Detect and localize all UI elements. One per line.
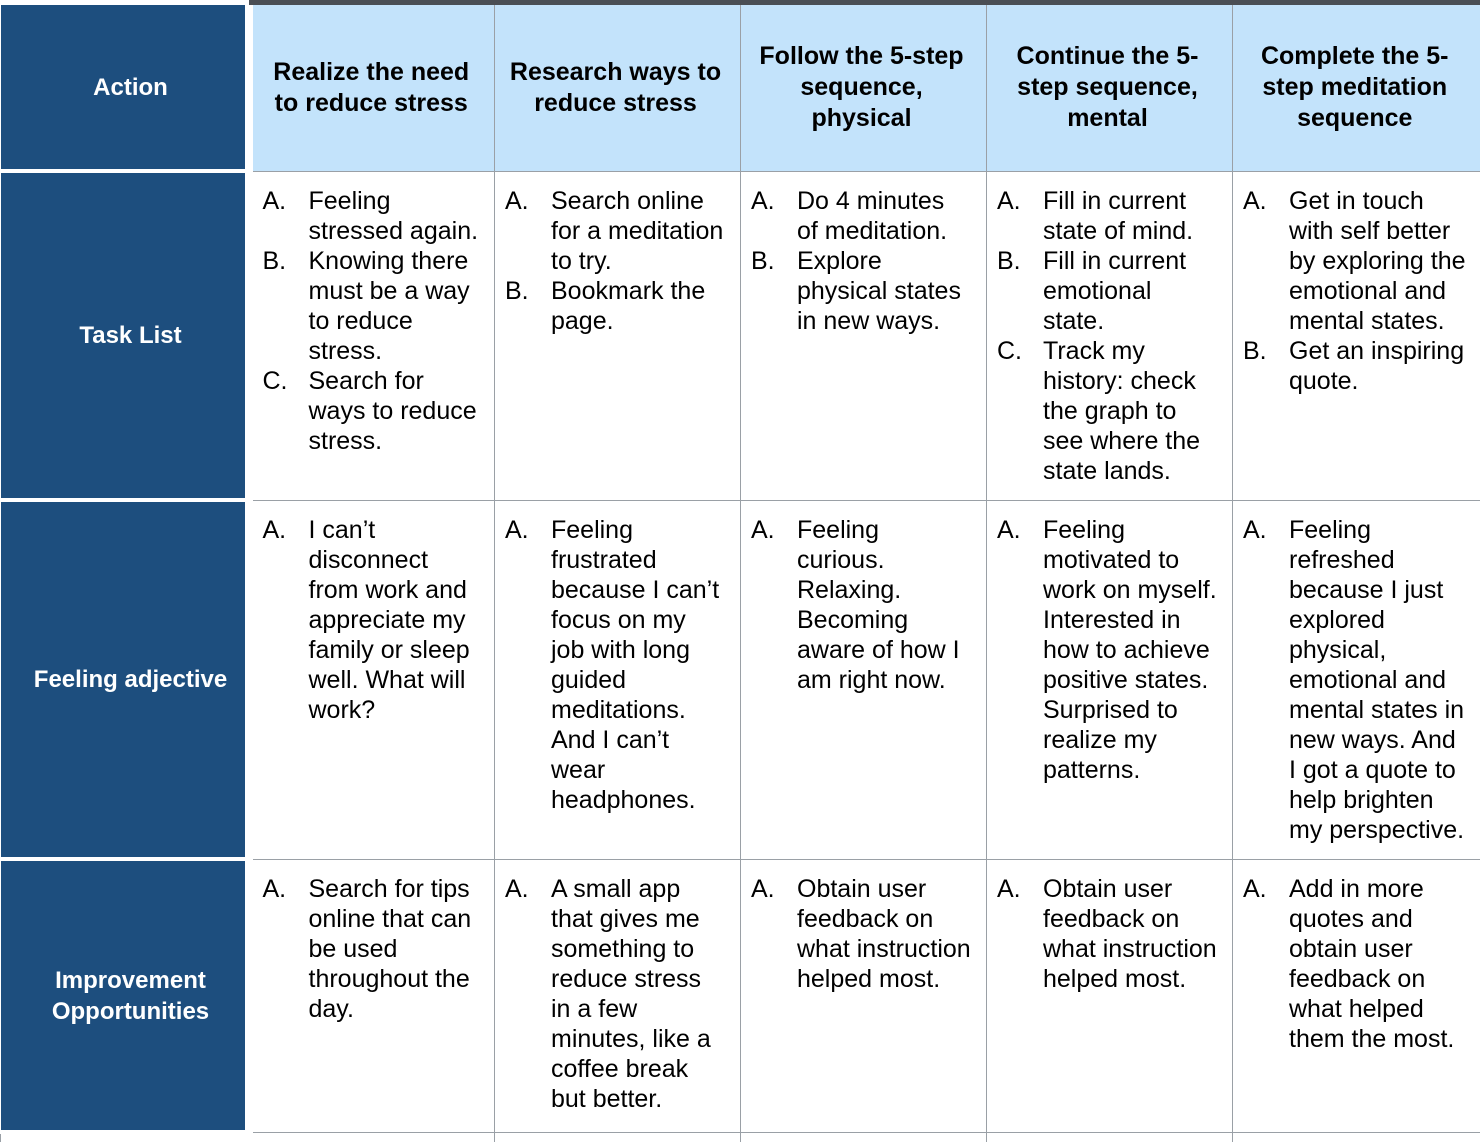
list-task-list-5 [1243, 186, 1467, 396]
cell-feeling-3 [741, 500, 987, 859]
cell-feeling-5 [1233, 500, 1480, 859]
column-header-1 [249, 5, 495, 171]
list-text: Explore physical states in new ways. [797, 247, 961, 335]
list-task-list-3 [751, 186, 972, 336]
list-marker: A. [1243, 186, 1283, 216]
list-marker: A. [997, 186, 1037, 216]
cell-task-list-3 [741, 171, 987, 500]
list-item [997, 186, 1218, 246]
row-label-action-text: Action [17, 72, 245, 103]
list-item [1243, 874, 1467, 1054]
list-marker: A. [263, 515, 303, 545]
table-row-partial-cutoff [1, 1132, 1480, 1142]
list-item [263, 186, 481, 246]
table-row [1, 171, 1480, 500]
list-feeling-1 [263, 515, 481, 725]
list-text: Obtain user feedback on what instruction helped most. [1043, 875, 1217, 993]
list-improvement-3 [751, 874, 972, 994]
row-label-action [1, 5, 249, 171]
list-item [751, 246, 972, 336]
list-feeling-2 [505, 515, 726, 815]
list-text: Search for tips online that can be used throughout the day. [309, 875, 472, 1023]
list-text: Fill in current emotional state. [1043, 247, 1186, 335]
list-improvement-5 [1243, 874, 1467, 1054]
cell-improvement-4 [987, 859, 1233, 1132]
list-text: Search online for a meditation to try. [551, 187, 723, 275]
list-item [263, 874, 481, 1024]
list-text: Add in more quotes and obtain user feedback on what helped them the most. [1289, 875, 1454, 1053]
list-improvement-1 [263, 874, 481, 1024]
list-item [1243, 186, 1467, 336]
list-text: Obtain user feedback on what instruction helped most. [797, 875, 971, 993]
cell-improvement-3 [741, 859, 987, 1132]
list-marker: C. [263, 366, 303, 396]
cell-partial-3 [741, 1132, 987, 1142]
list-item [263, 515, 481, 725]
list-marker: C. [997, 336, 1037, 366]
list-feeling-5 [1243, 515, 1467, 845]
list-marker: A. [505, 515, 545, 545]
list-text: Feeling stressed again. [309, 187, 479, 245]
cell-partial-1 [249, 1132, 495, 1142]
list-text: Feeling refreshed because I just explored physical, emotional and mental states in new ways. And I got a quote to help brighten my perspective. [1289, 516, 1464, 844]
cell-improvement-1 [249, 859, 495, 1132]
list-text: Knowing there must be a way to reduce stress. [309, 247, 470, 365]
list-feeling-4 [997, 515, 1218, 785]
list-item [997, 515, 1218, 785]
column-header-3-text: Follow the 5-step sequence, physical [759, 42, 963, 132]
list-marker: A. [751, 515, 791, 545]
list-task-list-1 [263, 186, 481, 456]
list-task-list-4 [997, 186, 1218, 486]
column-header-3 [741, 5, 987, 171]
list-marker: A. [997, 515, 1037, 545]
list-task-list-2 [505, 186, 726, 336]
list-item [505, 874, 726, 1114]
column-header-5 [1233, 5, 1480, 171]
list-item [505, 186, 726, 276]
list-marker: A. [751, 874, 791, 904]
column-header-5-text: Complete the 5-step meditation sequence [1261, 42, 1449, 132]
list-text: Fill in current state of mind. [1043, 187, 1193, 245]
list-marker: B. [997, 246, 1037, 276]
list-item [1243, 336, 1467, 396]
table-row [1, 500, 1480, 859]
list-text: Bookmark the page. [551, 277, 705, 335]
cell-task-list-5 [1233, 171, 1480, 500]
list-marker: A. [263, 874, 303, 904]
list-marker: B. [505, 276, 545, 306]
column-header-1-text: Realize the need to reduce stress [273, 58, 469, 117]
row-label-improvement-opportunities [1, 859, 249, 1132]
list-text: Do 4 minutes of meditation. [797, 187, 947, 245]
list-marker: A. [1243, 874, 1283, 904]
list-marker: B. [751, 246, 791, 276]
list-text: Feeling curious. Relaxing. Becoming aware of how I am right now. [797, 516, 960, 694]
cell-partial-5 [1233, 1132, 1480, 1142]
cell-feeling-4 [987, 500, 1233, 859]
list-text: A small app that gives me something to reduce stress in a few minutes, like a coffee break but better. [551, 875, 711, 1113]
cell-task-list-4 [987, 171, 1233, 500]
list-text: Get in touch with self better by exploring the emotional and mental states. [1289, 187, 1466, 335]
list-item [505, 276, 726, 336]
list-text: I can’t disconnect from work and appreciate my family or sleep well. What will work? [309, 516, 470, 724]
list-item [751, 874, 972, 994]
list-marker: B. [263, 246, 303, 276]
column-header-2 [495, 5, 741, 171]
column-header-4 [987, 5, 1233, 171]
row-label-feeling-adjective [1, 500, 249, 859]
list-text: Search for ways to reduce stress. [309, 367, 477, 455]
list-marker: A. [997, 874, 1037, 904]
list-text: Get an inspiring quote. [1289, 337, 1464, 395]
list-item [751, 186, 972, 246]
cell-task-list-2 [495, 171, 741, 500]
list-feeling-3 [751, 515, 972, 695]
table-row [1, 859, 1480, 1132]
list-marker: A. [263, 186, 303, 216]
list-item [997, 874, 1218, 994]
list-item [997, 246, 1218, 336]
list-item [263, 246, 481, 366]
cell-partial-2 [495, 1132, 741, 1142]
cell-feeling-1 [249, 500, 495, 859]
list-marker: A. [505, 874, 545, 904]
cell-task-list-1 [249, 171, 495, 500]
list-marker: A. [1243, 515, 1283, 545]
list-item [997, 336, 1218, 486]
cell-improvement-5 [1233, 859, 1480, 1132]
list-text: Feeling frustrated because I can’t focus on my job with long guided meditations. And I can’t wear headphones. [551, 516, 719, 814]
cell-improvement-2 [495, 859, 741, 1132]
list-item [263, 366, 481, 456]
list-text: Feeling motivated to work on myself. Interested in how to achieve positive states. Surprised to realize my patterns. [1043, 516, 1217, 784]
cell-feeling-2 [495, 500, 741, 859]
row-label-task-list-text: Task List [17, 320, 245, 351]
row-label-improvement-opportunities-text: Improvement Opportunities [17, 965, 245, 1027]
list-text: Track my history: check the graph to see where the state lands. [1043, 337, 1200, 485]
row-label-partial [1, 1132, 249, 1142]
column-header-2-text: Research ways to reduce stress [510, 58, 721, 117]
list-item [505, 515, 726, 815]
list-improvement-4 [997, 874, 1218, 994]
list-marker: A. [505, 186, 545, 216]
list-item [751, 515, 972, 695]
column-header-4-text: Continue the 5-step sequence, mental [1017, 42, 1199, 132]
list-improvement-2 [505, 874, 726, 1114]
cell-partial-4 [987, 1132, 1233, 1142]
list-item [1243, 515, 1467, 845]
row-label-task-list [1, 171, 249, 500]
list-marker: A. [751, 186, 791, 216]
table-header-row [1, 5, 1480, 171]
row-label-feeling-adjective-text: Feeling adjective [17, 664, 245, 695]
list-marker: B. [1243, 336, 1283, 366]
